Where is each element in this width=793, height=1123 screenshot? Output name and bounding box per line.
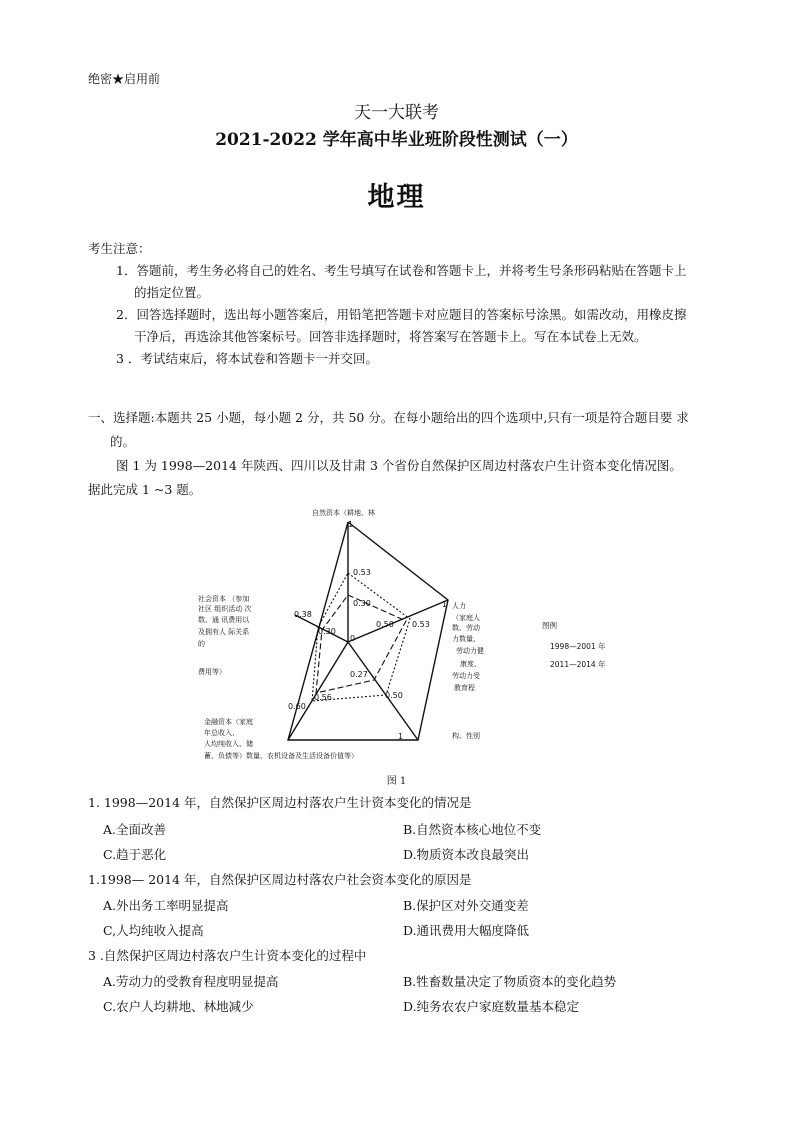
label-human-desc: 劳动力健: [456, 647, 484, 655]
subject-title: 地理: [367, 182, 426, 213]
exam-name: 天一大联考: [354, 103, 439, 123]
notice-title: 考生注意：: [88, 241, 151, 256]
intro-line: 图 1 为 1998—2014 年陕西、四川以及甘肃 3 个省份自然保护区周边村落农户生计资本变化情况图。: [116, 458, 682, 473]
option-c[interactable]: C,人均纯收入提高: [103, 923, 204, 938]
option-d[interactable]: D.通讯费用大幅度降低: [403, 923, 530, 938]
axis-max-human: 1: [442, 600, 448, 609]
label-financial-capital: 蓄、负债等）数量、农机设备及生活设备价值等）: [204, 752, 358, 760]
label-human-capital: 人力: [452, 602, 466, 610]
option-d[interactable]: D.物质资本改良最突出: [403, 847, 530, 862]
label-social-capital: 社会资本 （参加: [198, 595, 250, 603]
option-b[interactable]: B.牲畜数量决定了物质资本的变化趋势: [403, 974, 617, 989]
label-human-desc: 康度、: [460, 660, 481, 668]
value-human-1998: 0.53: [412, 620, 430, 629]
value-natural-1998: 0.53: [353, 568, 371, 577]
legend-title: 图例: [542, 621, 557, 630]
label-financial-capital: 人均纯收入、储: [204, 740, 253, 748]
label-social-capital: 费用等）: [198, 668, 226, 676]
label-financial-capital: 年总收入、: [204, 729, 239, 737]
label-human-tail: 构、性别: [452, 732, 480, 740]
label-human-desc: （家庭人: [452, 614, 480, 622]
notice-item: [88, 348, 738, 370]
option-c[interactable]: C.趋于恶化: [103, 847, 167, 862]
value-social-1998: 0.38: [294, 610, 312, 619]
option-c[interactable]: C.农户人均耕地、林地减少: [103, 999, 254, 1014]
question-stem: 1. 1998—2014 年，自然保护区周边村落农户生计资本变化的情况是: [88, 795, 472, 810]
value-physical-1998: 0.50: [385, 691, 403, 700]
option-b[interactable]: B.自然资本核心地位不变: [403, 822, 542, 837]
notice-item-number: 2．: [116, 307, 137, 322]
value-financial-1998: 0.60: [288, 702, 306, 711]
axis-financial: [288, 642, 348, 740]
label-social-capital: 及拥有人 际关系: [198, 628, 250, 636]
notice-item-text-cont: 的指定位置。: [134, 285, 210, 300]
candidate-notice: [88, 238, 738, 370]
label-natural-capital: 自然资本（耕地、林: [312, 509, 375, 517]
label-human-desc: 劳动力受: [452, 672, 480, 680]
outer-pentagon: [288, 522, 448, 740]
center-zero-label: 0: [350, 634, 356, 643]
notice-item-number: 1．: [116, 263, 137, 278]
notice-item-text: 考试结束后，将本试卷和答题卡一并交回。: [140, 351, 378, 366]
notice-item-text: 答题前，考生务必将自己的姓名、考生号填写在试卷和答题卡上，并将考生号条形码粘贴在答题卡上: [136, 263, 687, 278]
section-heading: [88, 406, 738, 454]
figure-legend: [542, 620, 606, 669]
section-line: 一、选择题:本题共 25 小题，每小题 2 分，共 50 分。在每小题给出的四个选项中,只有一项是符合题目要 求: [88, 410, 689, 425]
option-d[interactable]: D.纯务农农户家庭数量基本稳定: [403, 999, 580, 1014]
label-social-capital: 的: [198, 640, 205, 648]
livelihood-capital-radar-figure: [190, 505, 650, 790]
option-a[interactable]: A.外出务工率明显提高: [103, 898, 229, 913]
option-a[interactable]: A.劳动力的受教育程度明显提高: [103, 974, 279, 989]
label-financial-capital: 金融资本（家庭: [204, 718, 253, 726]
value-natural-2011: 0.30: [353, 599, 371, 608]
section-line: 的。: [110, 434, 136, 449]
intro-line: 据此完成 1 ~3 题。: [88, 482, 202, 497]
option-b[interactable]: B.保护区对外交通变差: [403, 898, 529, 913]
axis-max-physical: 1: [398, 732, 404, 741]
figure-caption: 图 1: [386, 776, 407, 787]
exam-subtitle: 2021-2022 学年高中毕业班阶段性测试（一）: [215, 130, 578, 150]
label-human-desc: 力数量、: [452, 635, 480, 643]
notice-item-text: 回答选择题时，选出每小题答案后，用铅笔把答题卡对应题目的答案标号涂黑。如需改动，用橡皮擦: [136, 307, 687, 322]
question-intro: [88, 454, 738, 502]
label-human-desc: 数、劳动: [452, 624, 480, 632]
label-social-capital: 社区 组织活动 次: [198, 605, 252, 613]
question-stem: 3 .自然保护区周边村落农户生计资本变化的过程中: [88, 948, 367, 963]
axis-physical: [348, 642, 418, 740]
confidential-mark: 绝密★启用前: [88, 72, 161, 86]
value-social-2011: 0.30: [318, 627, 336, 636]
value-physical-2011: 0.27: [350, 670, 368, 679]
value-human-2011: 0.50: [376, 620, 394, 629]
axis-max-natural: 1: [348, 520, 354, 529]
question-stem: 1.1998— 2014 年，自然保护区周边村落农户社会资本变化的原因是: [88, 872, 472, 887]
option-a[interactable]: A.全面改善: [103, 822, 167, 837]
legend-series-2011: 2011—2014 年: [550, 660, 606, 669]
notice-item-number: 3 ．: [116, 351, 141, 366]
notice-item: [88, 260, 738, 304]
notice-item-text-cont: 干净后，再选涂其他答案标号。回答非选择题时，将答案写在答题卡上。写在本试卷上无效。: [134, 329, 647, 344]
value-financial-2011: 0.56: [314, 693, 332, 702]
label-social-capital: 数、通 讯费用以: [198, 616, 250, 624]
label-human-desc: 教育程: [454, 684, 475, 692]
radar-frame: [288, 522, 448, 740]
legend-series-1998: 1998—2001 年: [550, 642, 606, 651]
notice-item: [88, 304, 738, 348]
